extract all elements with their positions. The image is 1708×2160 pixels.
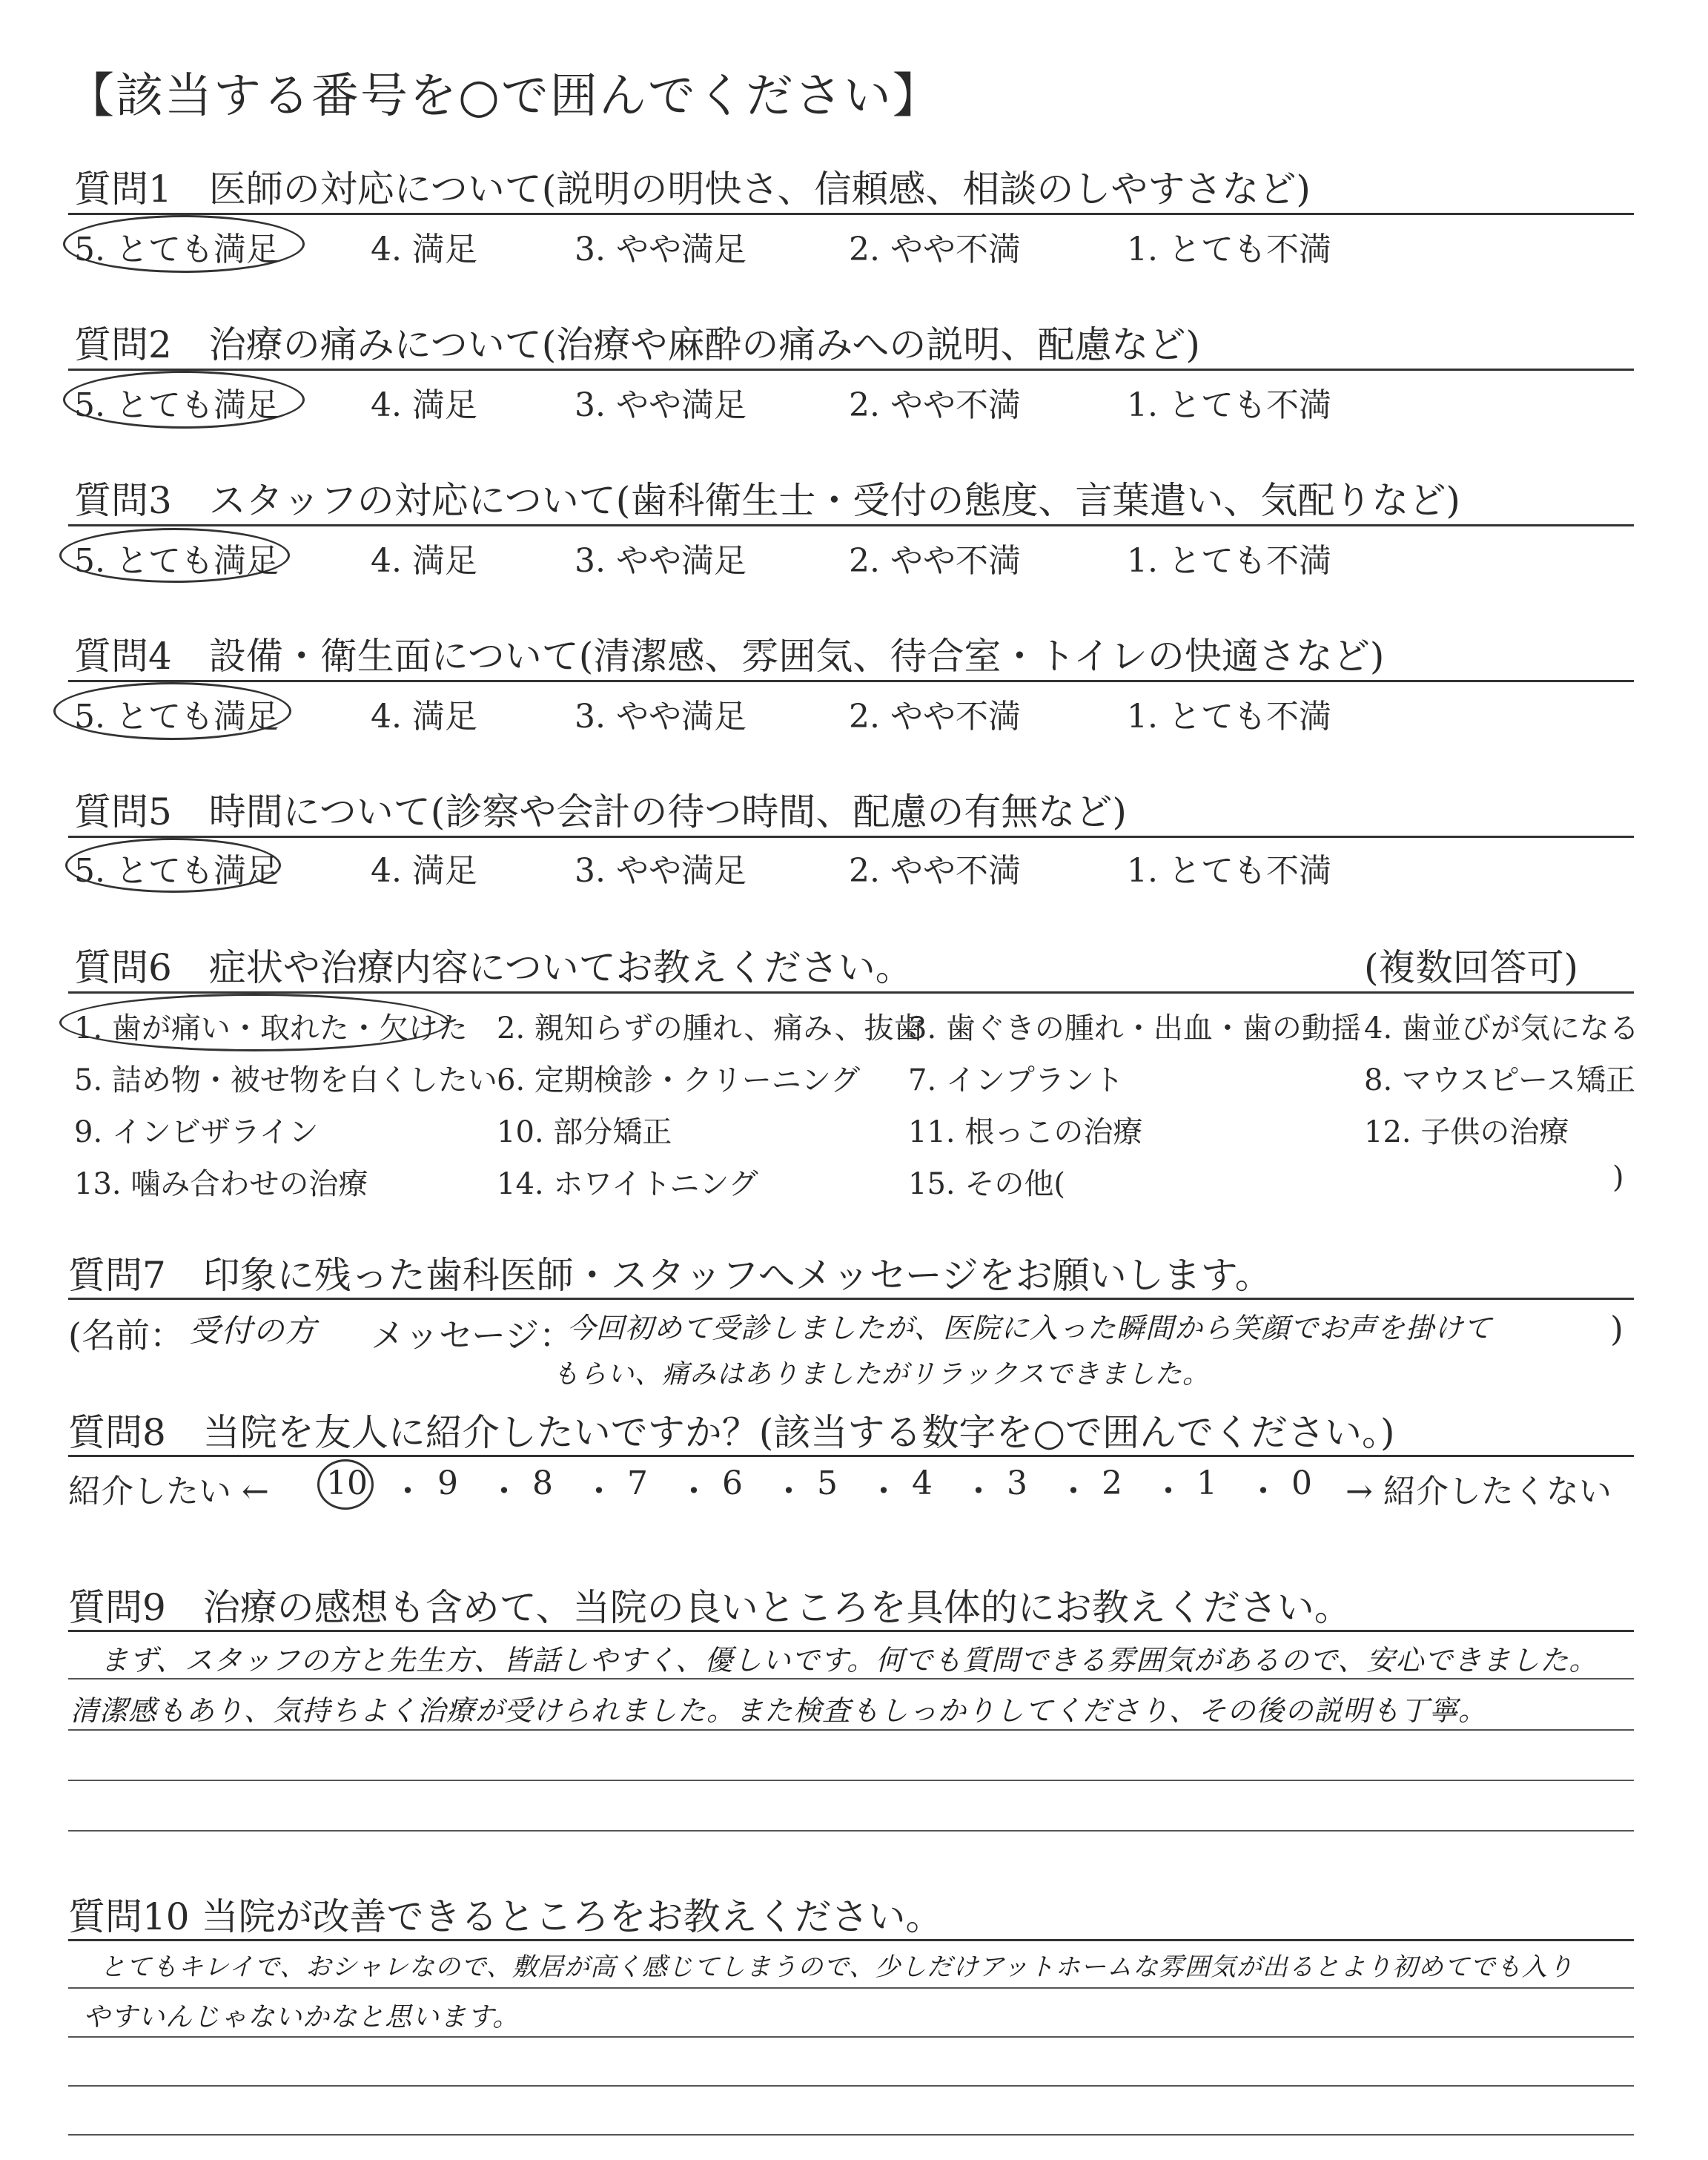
q4-option-5[interactable]: 5. とても満足: [74, 698, 279, 736]
name-label: (名前：: [68, 1315, 184, 1355]
question-2-title: 質問2 治療の痛みについて(治療や麻酔の痛みへの説明、配慮など): [74, 323, 1200, 366]
scale-7[interactable]: 7: [627, 1464, 648, 1502]
answer-line: [68, 2036, 1634, 2038]
scale-dot: ・: [1152, 1473, 1185, 1510]
question-3-title: 質問3 スタッフの対応について(歯科衛生士・受付の態度、言葉遣い、気配りなど): [74, 479, 1460, 522]
scale-dot: ・: [391, 1473, 424, 1510]
q3-option-4[interactable]: 4. 満足: [371, 542, 477, 580]
name-answer[interactable]: 受付の方: [189, 1312, 317, 1349]
q1-option-3[interactable]: 3. やや満足: [575, 231, 747, 268]
page-title: 【該当する番号を○で囲んでください】: [67, 69, 941, 124]
divider: [68, 213, 1634, 215]
question-1-title: 質問1 医師の対応について(説明の明快さ、信頼感、相談のしやすさなど): [74, 168, 1311, 211]
q4-option-2[interactable]: 2. やや不満: [849, 698, 1021, 736]
q6-option-2[interactable]: 2. 親知らずの腫れ、痛み、抜歯: [497, 1011, 924, 1046]
divider: [68, 369, 1634, 371]
answer-line: [68, 1729, 1634, 1731]
q3-option-2[interactable]: 2. やや不満: [849, 542, 1021, 580]
q4-option-4[interactable]: 4. 満足: [371, 698, 477, 736]
divider: [68, 680, 1634, 682]
q6-option-13[interactable]: 13. 噛み合わせの治療: [74, 1167, 368, 1201]
question-4-title: 質問4 設備・衛生面について(清潔感、雰囲気、待合室・トイレの快適さなど): [74, 635, 1385, 678]
answer-line: [68, 1678, 1634, 1680]
divider: [68, 991, 1634, 994]
scale-dot: ・: [678, 1473, 710, 1510]
scale-4[interactable]: 4: [912, 1464, 933, 1502]
q6-option-11[interactable]: 11. 根っこの治療: [908, 1115, 1143, 1149]
scale-5[interactable]: 5: [817, 1464, 838, 1502]
q1-option-1[interactable]: 1. とても不満: [1127, 231, 1331, 268]
answer-line: [68, 1987, 1634, 1989]
divider: [68, 1455, 1634, 1457]
scale-dot: ・: [583, 1473, 615, 1510]
answer-line: [68, 1780, 1634, 1781]
q2-option-4[interactable]: 4. 満足: [371, 386, 477, 424]
message-label: メッセージ：: [371, 1315, 574, 1355]
answer-line: [68, 2085, 1634, 2087]
scale-0[interactable]: 0: [1291, 1464, 1312, 1502]
q6-option-15[interactable]: 15. その他(: [908, 1167, 1065, 1201]
q10-answer-line-1[interactable]: とてもキレイで、おシャレなので、敷居が高く感じてしまうので、少しだけアットホームな雰囲気が出るとより初めてでも入り: [100, 1952, 1574, 1982]
answer-line: [68, 1830, 1634, 1832]
question-9-title: 質問9 治療の感想も含めて、当院の良いところを具体的にお教えください。: [68, 1586, 1351, 1629]
q3-option-5[interactable]: 5. とても満足: [74, 542, 279, 580]
q4-option-1[interactable]: 1. とても不満: [1127, 698, 1331, 736]
divider: [68, 1298, 1634, 1300]
scale-dot: ・: [867, 1473, 900, 1510]
q6-option-15-close-paren: ): [1612, 1160, 1624, 1195]
q6-option-12[interactable]: 12. 子供の治療: [1364, 1115, 1569, 1149]
message-answer-line-2[interactable]: もらい、痛みはありましたがリラックスできました。: [552, 1359, 1210, 1390]
scale-6[interactable]: 6: [722, 1464, 743, 1502]
q1-option-5[interactable]: 5. とても満足: [74, 231, 279, 268]
question-7-title: 質問7 印象に残った歯科医師・スタッフへメッセージをお願いします。: [68, 1254, 1272, 1297]
q2-option-5[interactable]: 5. とても満足: [74, 386, 279, 424]
q5-option-1[interactable]: 1. とても不満: [1127, 852, 1331, 890]
answer-line: [68, 2134, 1634, 2136]
scale-dot: ・: [962, 1473, 995, 1510]
q6-option-5[interactable]: 5. 詰め物・被せ物を白くしたい: [74, 1063, 497, 1097]
question-5-title: 質問5 時間について(診察や会計の待つ時間、配慮の有無など): [74, 790, 1127, 833]
q3-option-1[interactable]: 1. とても不満: [1127, 542, 1331, 580]
multiple-answer-note: (複数回答可): [1364, 946, 1579, 989]
q5-option-4[interactable]: 4. 満足: [371, 852, 477, 890]
q5-option-2[interactable]: 2. やや不満: [849, 852, 1021, 890]
q6-option-9[interactable]: 9. インビザライン: [74, 1115, 319, 1149]
q2-option-1[interactable]: 1. とても不満: [1127, 386, 1331, 424]
q2-option-3[interactable]: 3. やや満足: [575, 386, 747, 424]
q6-option-10[interactable]: 10. 部分矯正: [497, 1115, 672, 1149]
q6-option-14[interactable]: 14. ホワイトニング: [497, 1167, 758, 1201]
scale-8[interactable]: 8: [532, 1464, 553, 1502]
q5-option-5[interactable]: 5. とても満足: [74, 852, 279, 890]
q6-option-3[interactable]: 3. 歯ぐきの腫れ・出血・歯の動揺: [908, 1011, 1361, 1046]
divider: [68, 1939, 1634, 1941]
q6-option-8[interactable]: 8. マウスピース矯正: [1364, 1063, 1636, 1097]
scale-dot: ・: [1247, 1473, 1280, 1510]
q10-answer-line-2[interactable]: やすいんじゃないかなと思います。: [83, 2002, 520, 2032]
divider: [68, 836, 1634, 838]
recommend-left-label: 紹介したい ←: [68, 1473, 269, 1510]
q4-option-3[interactable]: 3. やや満足: [575, 698, 747, 736]
q3-option-3[interactable]: 3. やや満足: [575, 542, 747, 580]
q9-answer-line-2[interactable]: 清潔感もあり、気持ちよく治療が受けられました。また検査もしっかりしてくださり、その後の説明も丁寧。: [70, 1694, 1488, 1727]
q6-option-7[interactable]: 7. インプラント: [908, 1063, 1124, 1097]
scale-dot: ・: [1057, 1473, 1090, 1510]
scale-3[interactable]: 3: [1007, 1464, 1027, 1502]
scale-dot: ・: [488, 1473, 520, 1510]
q6-option-6[interactable]: 6. 定期検診・クリーニング: [497, 1063, 861, 1097]
q2-option-2[interactable]: 2. やや不満: [849, 386, 1021, 424]
q1-option-4[interactable]: 4. 満足: [371, 231, 477, 268]
q5-option-3[interactable]: 3. やや満足: [575, 852, 747, 890]
divider: [68, 524, 1634, 526]
question-6-title: 質問6 症状や治療内容についてお教えください。: [74, 946, 913, 989]
divider: [68, 1630, 1634, 1632]
q9-answer-line-1[interactable]: まず、スタッフの方と先生方、皆話しやすく、優しいです。何でも質問できる雰囲気があるので、安心できました。: [100, 1644, 1598, 1677]
q6-option-4[interactable]: 4. 歯並びが気になる: [1364, 1011, 1639, 1046]
question-8-title: 質問8 当院を友人に紹介したいですか？(該当する数字を○で囲んでください。): [68, 1411, 1395, 1454]
scale-dot: ・: [772, 1473, 805, 1510]
question-10-title: 質問10 当院が改善できるところをお教えください。: [68, 1895, 943, 1938]
q6-option-1[interactable]: 1. 歯が痛い・取れた・欠けた: [74, 1011, 468, 1046]
message-close-paren: ): [1610, 1309, 1623, 1349]
scale-1[interactable]: 1: [1196, 1464, 1217, 1502]
scale-2[interactable]: 2: [1102, 1464, 1122, 1502]
recommend-right-label: → 紹介したくない: [1345, 1473, 1612, 1510]
scale-10[interactable]: 10: [326, 1464, 368, 1502]
scale-9[interactable]: 9: [437, 1464, 458, 1502]
message-answer-line-1[interactable]: 今回初めて受診しましたが、医院に入った瞬間から笑顔でお声を掛けて: [567, 1312, 1493, 1344]
q1-option-2[interactable]: 2. やや不満: [849, 231, 1021, 268]
